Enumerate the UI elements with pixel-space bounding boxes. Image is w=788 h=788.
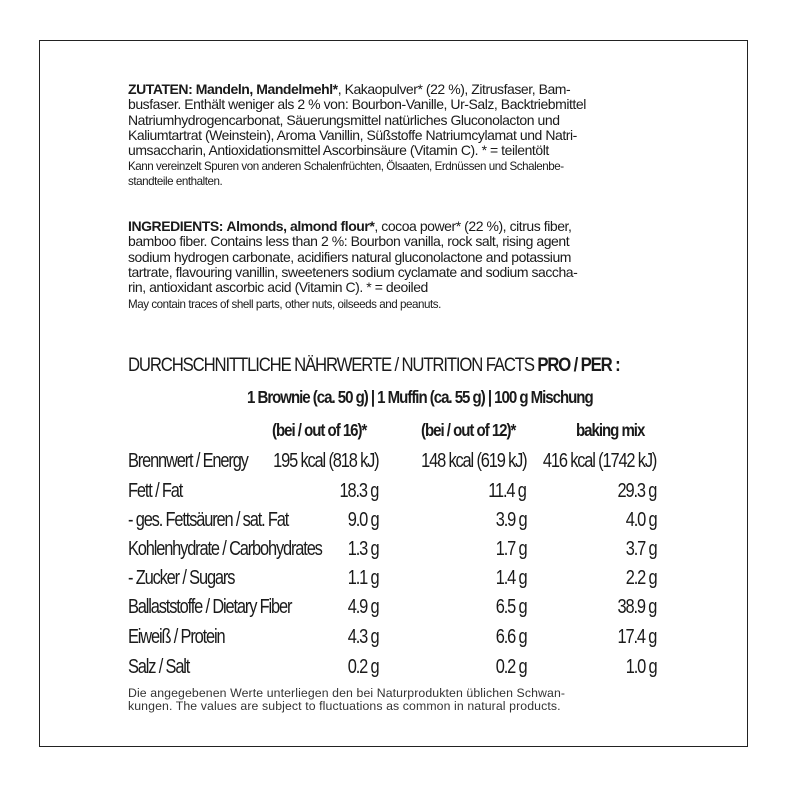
col2-subheader: (bei / out of 12)* (421, 420, 516, 440)
ingredients-line-5: rin, antioxidant ascorbic acid (Vitamin C). * = deoiled (128, 279, 428, 296)
value-muffin: 0.2 g (495, 656, 526, 678)
row-label: Kohlenhydrate / Carbohydrates (128, 538, 322, 560)
row-label: Ballaststoffe / Dietary Fiber (128, 596, 292, 618)
value-muffin: 11.4 g (488, 480, 526, 502)
nutrition-row-energy (128, 450, 658, 478)
value-muffin: 3.9 g (495, 509, 526, 531)
value-muffin: 148 kcal (619 kJ) (420, 450, 526, 472)
zutaten-line-2: busfaser. Enthält weniger als 2 % von: Bourbon-Vanille, Ur-Salz, Backtriebmittel (128, 96, 586, 113)
value-brownie: 1.3 g (347, 538, 378, 560)
nutrition-row-salt (128, 656, 658, 684)
row-label: Salz / Salt (128, 656, 190, 678)
value-mix: 1.0 g (625, 656, 656, 678)
nutrition-row-saturated-fat (128, 509, 658, 537)
zutaten-line-5: umsaccharin, Antioxidationsmittel Ascorbinsäure (Vitamin C). * = teilentölt (128, 142, 549, 159)
ingredients-section (128, 219, 660, 312)
col1-subheader: (bei / out of 16)* (272, 420, 367, 440)
value-mix: 38.9 g (617, 596, 656, 618)
ingredients-main: Almonds, almond flour* (226, 218, 375, 234)
col3-subheader: baking mix (576, 420, 645, 440)
zutaten-heading: ZUTATEN: (128, 81, 193, 97)
row-label: - Zucker / Sugars (128, 567, 235, 589)
ingredients-line-1 (128, 219, 660, 234)
value-mix: 416 kcal (1742 kJ) (542, 450, 656, 472)
footnote-line-2: kungen. The values are subject to fluctuations as common in natural products. (128, 699, 561, 713)
row-label: - ges. Fettsäuren / sat. Fat (128, 509, 289, 531)
row-label: Fett / Fat (128, 480, 183, 502)
nutrition-row-fiber (128, 596, 658, 624)
nutrition-title (128, 355, 620, 377)
value-mix: 29.3 g (617, 480, 656, 502)
zutaten-line-1 (128, 82, 660, 97)
value-muffin: 1.4 g (495, 567, 526, 589)
value-mix: 4.0 g (625, 509, 656, 531)
nutrition-header-portions: 1 Brownie (ca. 50 g) | 1 Muffin (ca. 55 g) | 100 g Mischung (247, 387, 593, 407)
zutaten-allergy-1: Kann vereinzelt Spuren von anderen Schalenfrüchten, Ölsaaten, Erdnüssen und Schalenbe- (128, 160, 564, 174)
value-brownie: 4.9 g (347, 596, 378, 618)
value-muffin: 1.7 g (495, 538, 526, 560)
nutrition-row-sugars (128, 567, 658, 595)
nutrition-row-protein (128, 626, 658, 654)
row-label: Brennwert / Energy (128, 450, 248, 472)
value-mix: 3.7 g (625, 538, 656, 560)
ingredients-allergy: May contain traces of shell parts, other nuts, oilseeds and peanuts. (128, 298, 441, 312)
ingredients-line-2: bamboo fiber. Contains less than 2 %: Bourbon vanilla, rock salt, rising agent (128, 233, 570, 250)
value-mix: 17.4 g (617, 626, 656, 648)
footnote-line-1: Die angegebenen Werte unterliegen den bei Naturprodukten üblichen Schwan- (128, 686, 566, 700)
value-brownie: 4.3 g (347, 626, 378, 648)
value-brownie: 18.3 g (339, 480, 378, 502)
ingredients-text-1: , cocoa power* (22 %), citrus fiber, (374, 218, 572, 234)
value-brownie: 9.0 g (347, 509, 378, 531)
ingredients-line-4: tartrate, flavouring vanillin, sweeteners sodium cyclamate and sodium saccha- (128, 263, 578, 280)
zutaten-main-ingredients: Mandeln, Mandelmehl* (195, 81, 338, 97)
value-mix: 2.2 g (625, 567, 656, 589)
zutaten-allergy-2: standteile enthalten. (128, 175, 223, 189)
nutrition-footnote (128, 687, 658, 713)
value-brownie: 195 kcal (818 kJ) (272, 450, 378, 472)
value-muffin: 6.6 g (495, 626, 526, 648)
ingredients-heading: INGREDIENTS: (128, 218, 223, 234)
zutaten-line-4: Kaliumtartrat (Weinstein), Aroma Vanillin, Süßstoffe Natriumcylamat und Natri- (128, 126, 577, 143)
zutaten-line-3: Natriumhydrogencarbonat, Säuerungsmittel natürliches Gluconolacton und (128, 111, 560, 128)
row-label: Eiweiß / Protein (128, 626, 225, 648)
ingredients-line-3: sodium hydrogen carbonate, acidifiers natural gluconolactone and potassium (128, 248, 571, 265)
value-brownie: 1.1 g (347, 567, 378, 589)
nutrition-row-carbohydrates (128, 538, 658, 566)
zutaten-section (128, 82, 660, 189)
nutrition-row-fat (128, 480, 658, 508)
nutrition-title-text: DURCHSCHNITTLICHE NÄHRWERTE / NUTRITION FACTS (128, 355, 538, 376)
nutrition-title-per: PRO / PER : (537, 355, 620, 376)
value-brownie: 0.2 g (347, 656, 378, 678)
value-muffin: 6.5 g (495, 596, 526, 618)
zutaten-text-1: , Kakaopulver* (22 %), Zitrusfaser, Bam- (337, 81, 571, 97)
